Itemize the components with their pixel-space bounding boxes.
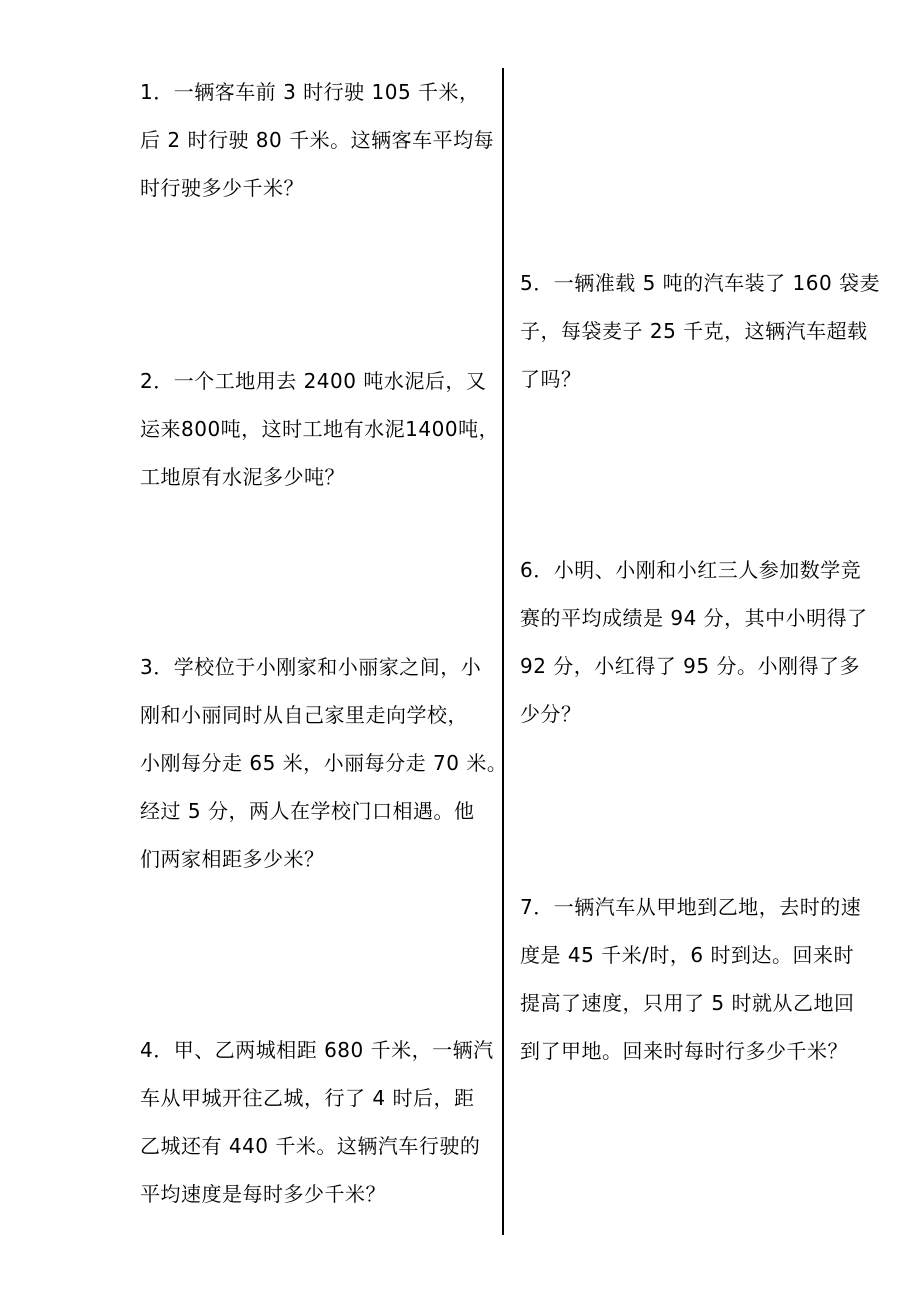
problem-line: 工地原有水泥多少吨？ bbox=[140, 465, 345, 489]
problem-line: 提高了速度，只用了 5 时就从乙地回 bbox=[520, 991, 855, 1015]
problem-6 bbox=[520, 546, 868, 738]
problem-line: 小刚每分走 65 米，小丽每分走 70 米。 bbox=[140, 751, 508, 775]
problem-line: 92 分，小红得了 95 分。小刚得了多 bbox=[520, 654, 860, 678]
problem-line: 4．甲、乙两城相距 680 千米，一辆汽 bbox=[140, 1038, 494, 1062]
problem-line: 7．一辆汽车从甲地到乙地，去时的速 bbox=[520, 895, 862, 919]
problem-line: 了吗？ bbox=[520, 367, 582, 391]
problem-line: 少分？ bbox=[520, 702, 582, 726]
problem-line: 运来800吨，这时工地有水泥1400吨， bbox=[140, 417, 500, 441]
problem-line: 平均速度是每时多少千米？ bbox=[140, 1182, 386, 1206]
problem-line: 经过 5 分，两人在学校门口相遇。他 bbox=[140, 799, 475, 823]
problem-line: 乙城还有 440 千米。这辆汽车行驶的 bbox=[140, 1134, 481, 1158]
problem-line: 刚和小丽同时从自己家里走向学校， bbox=[140, 703, 468, 727]
problem-line: 后 2 时行驶 80 千米。这辆客车平均每 bbox=[140, 128, 495, 152]
problem-line: 1．一辆客车前 3 时行驶 105 千米， bbox=[140, 80, 480, 104]
problem-line: 5．一辆准载 5 吨的汽车装了 160 袋麦 bbox=[520, 271, 881, 295]
problem-line: 2．一个工地用去 2400 吨水泥后，又 bbox=[140, 369, 487, 393]
problem-line: 度是 45 千米/时，6 时到达。回来时 bbox=[520, 943, 854, 967]
problem-4 bbox=[140, 1026, 494, 1218]
problem-line: 时行驶多少千米？ bbox=[140, 176, 304, 200]
problem-line: 到了甲地。回来时每时行多少千米？ bbox=[520, 1039, 848, 1063]
problem-line: 6．小明、小刚和小红三人参加数学竞 bbox=[520, 558, 862, 582]
problem-3 bbox=[140, 643, 507, 883]
problem-line: 赛的平均成绩是 94 分，其中小明得了 bbox=[520, 606, 868, 630]
problem-line: 们两家相距多少米？ bbox=[140, 847, 325, 871]
problem-7 bbox=[520, 883, 861, 1075]
problem-line: 子，每袋麦子 25 千克，这辆汽车超载 bbox=[520, 319, 868, 343]
problem-2 bbox=[140, 357, 499, 501]
problem-line: 3．学校位于小刚家和小丽家之间，小 bbox=[140, 655, 482, 679]
problem-5 bbox=[520, 259, 880, 403]
problem-1 bbox=[140, 68, 494, 212]
problem-line: 车从甲城开往乙城，行了 4 时后，距 bbox=[140, 1086, 475, 1110]
